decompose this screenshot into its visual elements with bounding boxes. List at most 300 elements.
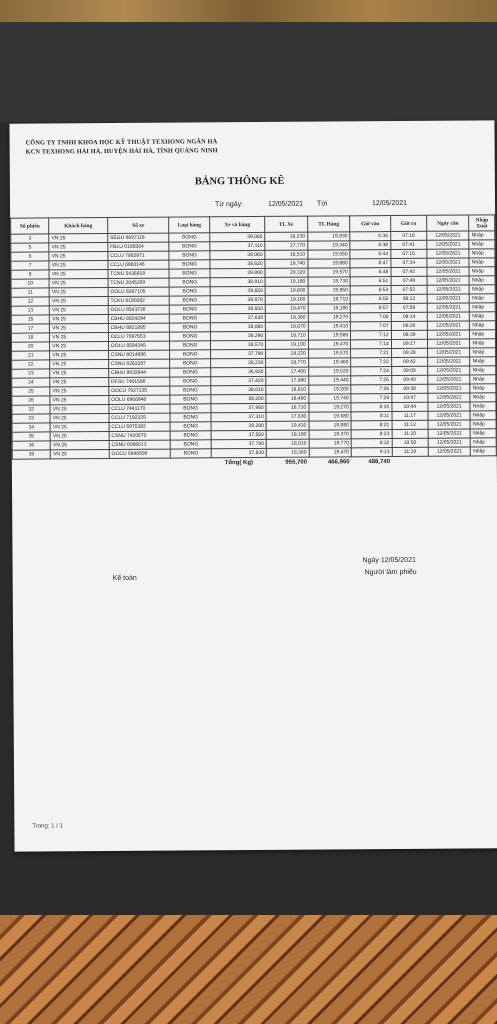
table-cell: 18,810 — [266, 385, 309, 394]
table-cell: OOCU 7927135 — [109, 386, 171, 395]
table-cell: 36 — [12, 441, 50, 450]
table-cell: Nhập — [470, 420, 496, 429]
table-cell: 12/05/2021 — [428, 438, 471, 447]
table-cell: 07:15 — [391, 249, 427, 258]
table-cell: CCLU 7862971 — [108, 251, 170, 260]
table-cell: TCNU 2045289 — [108, 278, 170, 287]
table-cell: BONG — [171, 422, 211, 431]
table-cell: 12/05/2021 — [428, 402, 471, 411]
table-cell: 07:42 — [391, 267, 427, 276]
table-cell: OOLU 6966848 — [109, 395, 171, 404]
table-cell: 09:08 — [391, 366, 427, 375]
table-cell: 7:25 — [351, 376, 391, 385]
woven-mat — [0, 915, 497, 1024]
table-cell: 19,470 — [309, 448, 352, 457]
table-cell: 12/05/2021 — [427, 321, 470, 330]
column-header: Xe và hàng — [210, 216, 265, 232]
table-cell: 07:18 — [390, 231, 426, 240]
table-cell: 07:34 — [391, 258, 427, 267]
table-cell: 18,460 — [266, 394, 309, 403]
table-cell: Nhập — [469, 258, 495, 267]
table-cell: VN 25 — [50, 315, 109, 324]
table-cell: 7:21 — [351, 349, 391, 358]
table-cell: BONG — [169, 260, 209, 269]
table-cell: 6:51 — [350, 277, 390, 286]
from-date: 12/05/2021 — [268, 200, 304, 208]
table-cell: 8:11 — [351, 412, 391, 421]
table-cell: Nhập — [471, 429, 497, 438]
table-cell: 7:00 — [351, 313, 391, 322]
table-cell: 37,790 — [210, 349, 265, 358]
total-tl-xe: 466,960 — [327, 459, 350, 466]
table-cell: Nhập — [470, 312, 496, 321]
table-cell: 39,060 — [210, 232, 265, 241]
table-cell: BONG — [170, 341, 210, 350]
company-header — [26, 138, 218, 156]
table-cell: VN 25 — [50, 351, 109, 360]
table-cell: 19,570 — [308, 268, 351, 277]
table-cell: CSNU 7420670 — [109, 431, 171, 440]
table-cell: BONG — [170, 377, 210, 386]
table-cell: 12/05/2021 — [428, 420, 471, 429]
table-cell: 8:23 — [351, 430, 391, 439]
table-cell: 38,620 — [210, 259, 265, 268]
table-cell: 12/05/2021 — [427, 285, 470, 294]
column-header: Ngày cân — [426, 215, 469, 231]
table-cell: Nhập — [471, 447, 497, 456]
table-cell: 7:24 — [351, 367, 391, 376]
table-cell: 12/05/2021 — [427, 258, 470, 267]
table-cell: 37,630 — [210, 313, 265, 322]
table-cell: 18,010 — [266, 439, 309, 448]
wooden-surface-top — [0, 0, 497, 22]
table-cell: 19,370 — [309, 430, 352, 439]
table-cell: 19,830 — [307, 232, 350, 241]
table-cell: Nhập — [469, 231, 495, 240]
table-cell: 20,320 — [265, 268, 308, 277]
table-cell: 6:55 — [350, 295, 390, 304]
table-cell: VN 25 — [50, 342, 109, 351]
table-cell: BONG — [170, 359, 210, 368]
page-number: Trang: 1 / 1 — [32, 823, 63, 830]
table-cell: 12/05/2021 — [427, 231, 470, 240]
table-cell: VN 25 — [49, 261, 108, 270]
table-cell: 17,630 — [266, 412, 309, 421]
table-cell: BONG — [170, 314, 210, 323]
table-cell: 07:52 — [391, 285, 427, 294]
table-cell: BONG — [170, 404, 210, 413]
table-cell: 12/05/2021 — [428, 384, 471, 393]
table-cell: Nhập — [470, 294, 496, 303]
table-cell: 08:14 — [391, 312, 427, 321]
table-cell: 18,360 — [265, 313, 308, 322]
table-cell: BONG — [171, 431, 211, 440]
table-cell: VN 25 — [50, 324, 109, 333]
table-cell: 19,770 — [309, 439, 352, 448]
table-cell: Nhập — [471, 438, 497, 447]
table-cell: 19,470 — [265, 304, 308, 313]
table-cell: 11:17 — [392, 411, 428, 420]
table-cell: VN 25 — [49, 297, 108, 306]
table-cell: 19,410 — [266, 421, 309, 430]
table-cell: 12/05/2021 — [427, 339, 470, 348]
table-cell: BONG — [169, 269, 209, 278]
table-cell: 37,310 — [211, 412, 266, 421]
table-cell: 36,920 — [211, 367, 266, 376]
table-cell: 6:48 — [350, 268, 390, 277]
table-cell: BONG — [170, 323, 210, 332]
table-cell: 24 — [12, 378, 50, 387]
table-cell: 18,710 — [266, 403, 309, 412]
table-cell: BONG — [170, 305, 210, 314]
table-cell: 13 — [11, 306, 49, 315]
table-cell: VN 25 — [50, 360, 109, 369]
table-cell: 22 — [12, 360, 50, 369]
table-cell: 08:39 — [391, 330, 427, 339]
table-cell: OOLU 8543726 — [108, 305, 170, 314]
table-cell: CSNU 6262287 — [108, 359, 170, 368]
table-cell: 07:48 — [391, 276, 427, 285]
table-cell: 09:42 — [391, 357, 427, 366]
table-cell: 19,460 — [308, 358, 351, 367]
table-cell: SEGU 6697118 — [108, 233, 170, 242]
column-header: Giờ ra — [390, 215, 426, 231]
table-cell: 07:59 — [391, 303, 427, 312]
table-cell: 38,870 — [210, 295, 265, 304]
table-cell: 08:26 — [391, 321, 427, 330]
table-cell: CCLU 6975382 — [109, 422, 171, 431]
table-cell: VN 25 — [51, 450, 110, 459]
table-cell: 38,230 — [211, 358, 266, 367]
table-cell: CCLU 7192329 — [109, 413, 171, 422]
from-date-label: Từ ngày: — [215, 201, 244, 209]
table-cell: 33 — [12, 414, 50, 423]
totals-label: Tổng( Kg) — [224, 460, 254, 467]
table-cell: VN 25 — [50, 423, 109, 432]
table-cell: 12/05/2021 — [428, 429, 471, 438]
table-cell: Nhập — [470, 285, 496, 294]
table-cell: 39,890 — [210, 268, 265, 277]
table-cell: 32 — [12, 405, 50, 414]
table-cell: 19,470 — [308, 340, 351, 349]
table-cell: 12 — [11, 297, 49, 306]
table-cell: CCLU 6860146 — [108, 260, 170, 269]
table-cell: Nhập — [470, 303, 496, 312]
table-cell: 21 — [12, 351, 50, 360]
table-cell: BONG — [171, 449, 211, 458]
table-cell: Nhập — [470, 384, 496, 393]
table-cell: 37,420 — [211, 376, 266, 385]
table-cell: 10:47 — [392, 393, 428, 402]
table-cell: Nhập — [470, 348, 496, 357]
table-cell: 17,770 — [265, 241, 308, 250]
table-cell: 38,010 — [211, 385, 266, 394]
column-header: TL Xe — [265, 216, 308, 232]
table-cell: FBLU 0195564 — [108, 242, 170, 251]
table-cell: 8:10 — [351, 403, 391, 412]
table-cell: 19,270 — [309, 403, 352, 412]
table-cell: 09:40 — [391, 375, 427, 384]
total-xe-va-hang: 955,700 — [285, 459, 308, 466]
table-cell: 11:20 — [392, 429, 428, 438]
table-cell: CBHU 8824284 — [108, 314, 170, 323]
table-cell: BONG — [170, 278, 210, 287]
table-cell: 8:32 — [351, 439, 391, 448]
table-cell: 19,730 — [308, 277, 351, 286]
table-cell: 35 — [12, 432, 50, 441]
table-cell: 19,180 — [265, 277, 308, 286]
table-cell: OOLU 8594349 — [108, 341, 170, 350]
table-cell: OOCU 6940699 — [109, 449, 171, 458]
table-cell: BONG — [170, 287, 210, 296]
table-cell: 12/05/2021 — [427, 303, 470, 312]
to-date-label: Tới — [317, 200, 328, 208]
table-cell: 07:41 — [391, 240, 427, 249]
table-cell: BONG — [170, 395, 210, 404]
table-cell: 6:53 — [350, 286, 390, 295]
table-cell: 12/05/2021 — [427, 267, 470, 276]
table-cell: 19,710 — [308, 295, 351, 304]
table-cell: 5 — [11, 243, 49, 252]
table-cell: 34 — [12, 423, 50, 432]
table-cell: 12/05/2021 — [427, 357, 470, 366]
table-cell: 19,100 — [266, 340, 309, 349]
table-cell: 39,650 — [210, 286, 265, 295]
table-cell: 6:36 — [350, 232, 390, 241]
table-cell: 39 — [12, 450, 50, 459]
table-cell: 10 — [11, 279, 49, 288]
column-header: Số phiếu — [11, 218, 49, 234]
table-cell: VN 25 — [50, 396, 109, 405]
table-cell: 12/05/2021 — [428, 393, 471, 402]
table-cell: TCNU 5436918 — [108, 269, 170, 278]
table-cell: 37,110 — [210, 241, 265, 250]
table-cell: 39,290 — [211, 421, 266, 430]
column-header: Giờ vào — [350, 216, 391, 232]
table-cell: 18,220 — [266, 349, 309, 358]
column-header: Nhập Xuất — [469, 215, 495, 231]
table-cell: 20 — [11, 342, 49, 351]
table-cell: VN 25 — [50, 441, 109, 450]
table-cell: Nhập — [470, 321, 496, 330]
column-header: Khách hàng — [49, 218, 108, 234]
table-cell: 38,080 — [210, 322, 265, 331]
table-cell: 7:07 — [351, 322, 391, 331]
table-cell: 12/05/2021 — [427, 348, 470, 357]
table-cell: BONG — [170, 350, 210, 359]
table-cell: VN 25 — [50, 333, 109, 342]
table-cell: VN 25 — [49, 243, 108, 252]
table-cell: VN 25 — [50, 432, 109, 441]
table-cell: 8 — [11, 270, 49, 279]
report-title: BẢNG THÔNG KÊ — [194, 175, 285, 188]
table-cell: 7:12 — [351, 331, 391, 340]
table-cell: 18,710 — [266, 331, 309, 340]
table-cell: 19,850 — [308, 286, 351, 295]
table-cell: 38,200 — [211, 394, 266, 403]
table-cell: 25 — [12, 387, 50, 396]
preparer-label: Người làm phiếu — [364, 568, 417, 577]
table-cell: BONG — [170, 332, 210, 341]
table-cell: 11:12 — [392, 420, 428, 429]
table-cell: 18,770 — [266, 358, 309, 367]
table-cell: 9:13 — [352, 448, 392, 457]
table-cell: CBHU 9032844 — [108, 368, 170, 377]
table-cell: 19,230 — [265, 232, 308, 241]
table-cell: 19,160 — [265, 295, 308, 304]
table-cell: 10:50 — [392, 438, 428, 447]
table-cell: 12/05/2021 — [427, 249, 470, 258]
table-cell: 37,550 — [211, 430, 266, 439]
company-address: KCN TEXHONG HẢI HÀ, HUYỆN HẢI HÀ, TỈNH QUẢNG NINH — [25, 146, 218, 156]
table-cell: 12/05/2021 — [428, 366, 471, 375]
table-cell: BONG — [170, 413, 210, 422]
table-cell: 12/05/2021 — [427, 276, 470, 285]
table-cell: 38,910 — [210, 277, 265, 286]
table-cell: 12/05/2021 — [427, 294, 470, 303]
table-cell: Nhập — [470, 402, 496, 411]
table-cell: Nhập — [469, 276, 495, 285]
table-cell: 17,980 — [266, 376, 309, 385]
table-cell: 7:28 — [351, 394, 391, 403]
table-cell: Nhập — [469, 240, 495, 249]
table-cell: CBHU 8821895 — [108, 323, 170, 332]
table-cell: 08:12 — [391, 294, 427, 303]
table-cell: 19,410 — [308, 322, 351, 331]
table-cell: 3 — [11, 234, 49, 243]
table-cell: 38,060 — [210, 250, 265, 259]
table-cell: Nhập — [470, 357, 496, 366]
table-cell: CSNU 8014886 — [108, 350, 170, 359]
table-cell: 19,520 — [308, 367, 351, 376]
table-cell: VN 25 — [49, 270, 108, 279]
table-cell: 11:19 — [392, 447, 428, 456]
table-cell: 37,830 — [211, 448, 266, 457]
table-cell: 37,780 — [211, 439, 266, 448]
company-name: CÔNG TY TNHH KHOA HỌC KỸ THUẬT TEXHONG NGÂN HÀ — [25, 138, 218, 147]
table-cell: Nhập — [470, 330, 496, 339]
accountant-label: Kế toán — [112, 574, 137, 582]
table-cell: 12/05/2021 — [427, 330, 470, 339]
table-cell: 6:44 — [350, 250, 390, 259]
to-date: 12/05/2021 — [372, 199, 408, 208]
table-cell: VN 25 — [50, 414, 109, 423]
table-cell: VN 25 — [49, 288, 108, 297]
table-cell: VN 25 — [50, 306, 109, 315]
table-cell: 7:22 — [351, 358, 391, 367]
table-cell: 19,570 — [308, 349, 351, 358]
table-cell: 09:28 — [391, 348, 427, 357]
table-cell: 6:47 — [350, 259, 390, 268]
table-cell: OCLU 7097553 — [108, 332, 170, 341]
table-cell: 19,800 — [265, 286, 308, 295]
table-cell: 12/05/2021 — [427, 240, 470, 249]
table-cell: Nhập — [469, 267, 495, 276]
table-cell: VN 25 — [50, 387, 109, 396]
table-cell: 19,340 — [308, 241, 351, 250]
dark-surface — [0, 22, 497, 122]
table-cell: BONG — [170, 386, 210, 395]
table-cell: 18,180 — [266, 430, 309, 439]
table-cell: 09:17 — [391, 339, 427, 348]
table-cell: 6 — [11, 252, 49, 261]
table-cell: BONG — [169, 233, 209, 242]
total-tl-hang: 488,740 — [368, 459, 391, 466]
table-cell: VN 25 — [50, 369, 109, 378]
table-cell: 17,400 — [266, 367, 309, 376]
table-cell: 18,510 — [265, 250, 308, 259]
table-cell: 11 — [11, 288, 49, 297]
table-cell: 19,740 — [309, 394, 352, 403]
table-cell: 19,440 — [308, 376, 351, 385]
table-cell: 15 — [11, 315, 49, 324]
table-cell: 12/05/2021 — [428, 375, 471, 384]
table-cell: 19,580 — [308, 331, 351, 340]
column-header: TL Hàng — [307, 216, 350, 232]
table-cell: 8:21 — [351, 421, 391, 430]
table-cell: DFSU 7401586 — [109, 377, 171, 386]
table-cell: 12/05/2021 — [427, 312, 470, 321]
table-cell: 37,980 — [211, 403, 266, 412]
table-cell: Nhập — [470, 375, 496, 384]
table-cell: 17 — [11, 324, 49, 333]
table-cell: 19,200 — [309, 385, 352, 394]
table-cell: OOLU 8287105 — [108, 287, 170, 296]
table-cell: 38,650 — [210, 304, 265, 313]
table-cell: BONG — [170, 296, 210, 305]
column-header: Số xe — [107, 217, 169, 233]
table-cell: Nhập — [470, 393, 496, 402]
table-cell: CSNU 6086613 — [109, 440, 171, 449]
table-cell: BONG — [169, 242, 209, 251]
totals-row — [12, 456, 496, 470]
table-cell: 19,880 — [309, 421, 352, 430]
table-cell: 19,680 — [309, 412, 352, 421]
table-cell: 38,290 — [210, 331, 265, 340]
table-cell: VN 25 — [49, 252, 108, 261]
table-cell: 6:57 — [351, 304, 391, 313]
table-cell: 18,670 — [266, 322, 309, 331]
table-cell: 19,180 — [308, 304, 351, 313]
sign-date: Ngày 12/05/2021 — [362, 556, 416, 565]
table-cell: 19,550 — [308, 250, 351, 259]
table-cell: 7:26 — [351, 385, 391, 394]
table-cell: 18,360 — [266, 448, 309, 457]
table-cell: 23 — [12, 369, 50, 378]
weighing-table — [10, 214, 497, 469]
column-header: Loại hàng — [169, 217, 210, 233]
table-cell: CCLU 7441170 — [109, 404, 171, 413]
table-cell: 7:14 — [351, 340, 391, 349]
table-cell: 6:38 — [350, 241, 390, 250]
table-cell: 38,570 — [210, 340, 265, 349]
table-cell: Nhập — [470, 366, 496, 375]
table-cell: 12/05/2021 — [428, 447, 471, 456]
table-cell: 12/05/2021 — [428, 411, 471, 420]
table-cell: VN 25 — [50, 405, 109, 414]
table-cell: VN 25 — [49, 234, 108, 243]
table-cell: Nhập — [470, 411, 496, 420]
table-cell: 10:44 — [392, 402, 428, 411]
table-cell: 19,880 — [308, 259, 351, 268]
table-cell: 09:38 — [392, 384, 428, 393]
table-cell: 18,740 — [265, 259, 308, 268]
table-cell: BONG — [171, 440, 211, 449]
weighbridge-report-sheet — [9, 120, 497, 851]
table-cell: Nhập — [469, 249, 495, 258]
table-cell: VN 25 — [50, 378, 109, 387]
table-cell: BONG — [169, 251, 209, 260]
